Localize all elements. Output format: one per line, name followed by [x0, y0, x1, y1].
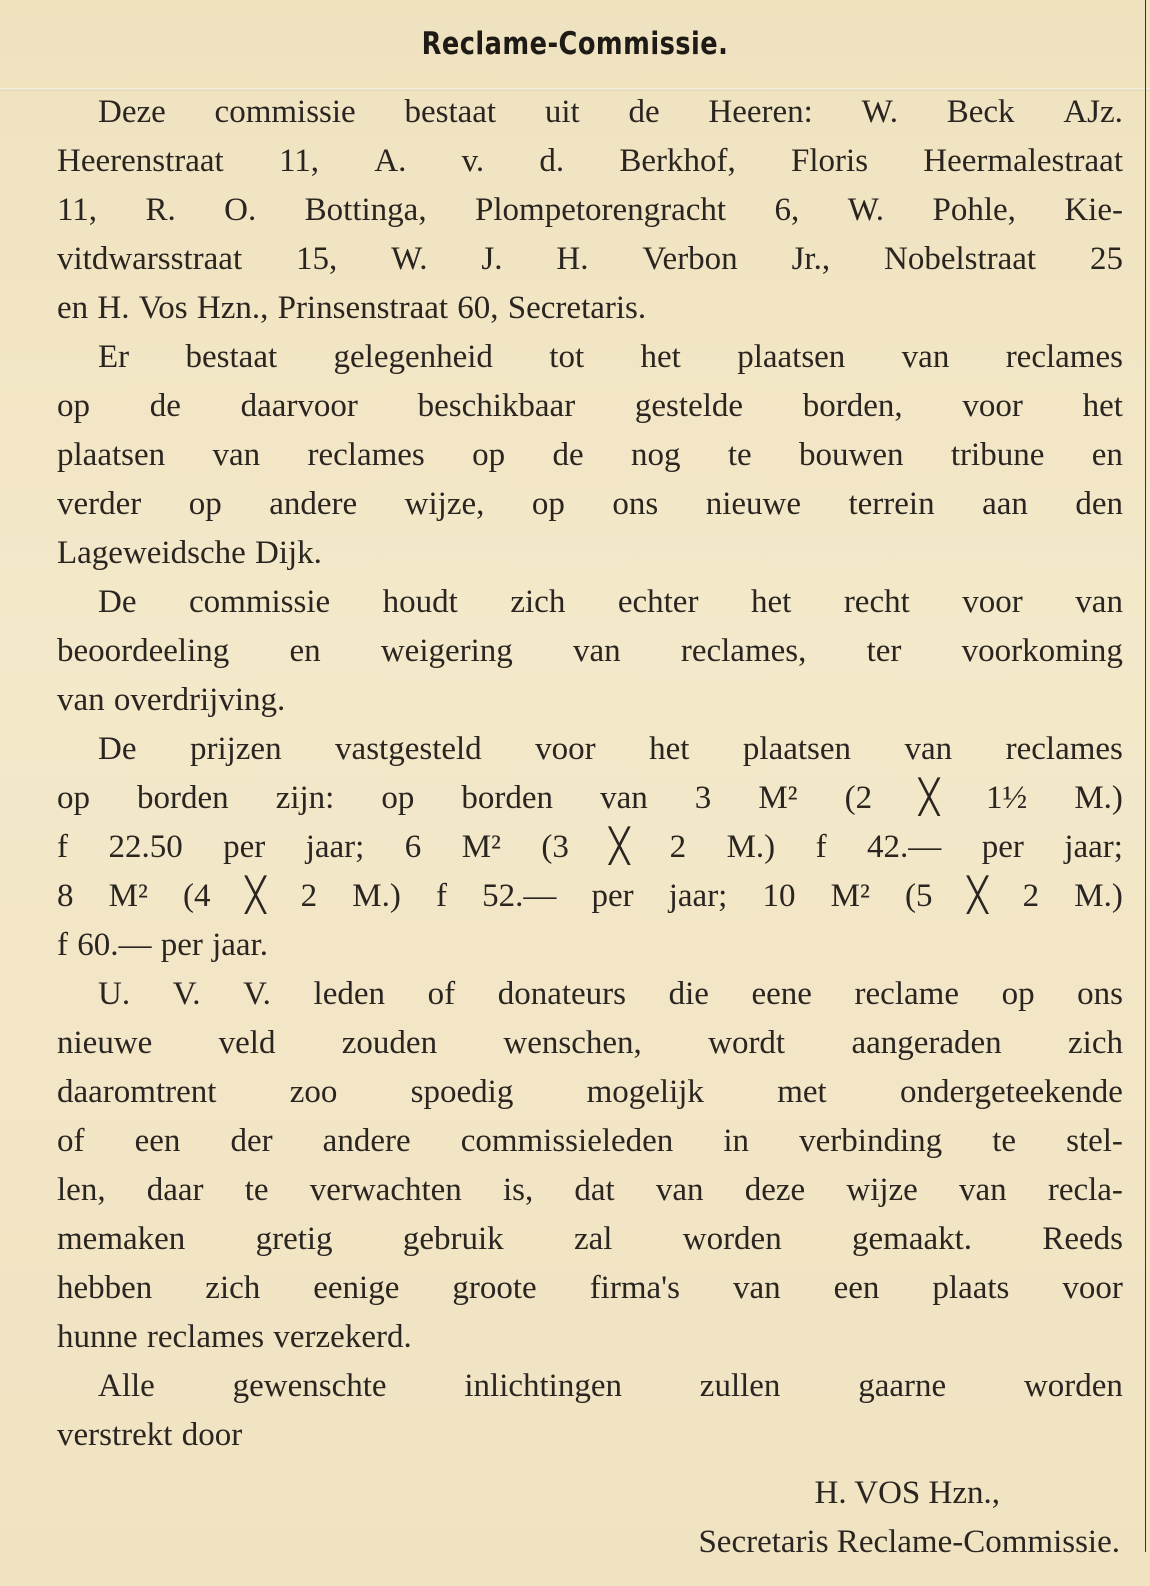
word: andere — [322, 1123, 411, 1159]
word: 2 — [1022, 878, 1040, 914]
paragraph — [57, 88, 1123, 333]
word: 11, — [278, 143, 319, 179]
word: bestaat — [185, 339, 278, 375]
word: den — [1075, 486, 1123, 522]
word: borden — [137, 780, 229, 816]
word: nieuwe — [57, 1025, 153, 1061]
word: het — [1082, 388, 1123, 424]
word: van — [901, 339, 950, 375]
word: AJz. — [1063, 94, 1123, 130]
word: voor — [535, 731, 596, 767]
word: U. — [98, 976, 131, 1012]
word: nieuwe — [705, 486, 801, 522]
word: recht — [843, 584, 910, 620]
word: de — [552, 437, 584, 473]
word: uit — [544, 94, 580, 130]
word: Bottinga, — [304, 192, 427, 228]
word: veld — [218, 1025, 276, 1061]
word: zullen — [699, 1368, 781, 1404]
word: commissie — [189, 584, 331, 620]
word: gemaakt. — [852, 1221, 973, 1257]
word: Prinsenstraat — [277, 290, 449, 326]
word: O. — [224, 192, 257, 228]
word: ╳ — [609, 829, 630, 865]
word: eene — [751, 976, 812, 1012]
word: jaar. — [212, 927, 268, 963]
word: op — [57, 780, 90, 816]
word: gebruik — [402, 1221, 504, 1257]
word: 2 — [300, 878, 318, 914]
word: reclames, — [680, 633, 807, 669]
text-line — [57, 235, 1123, 284]
word: Vos — [138, 290, 188, 326]
word: groote — [452, 1270, 537, 1306]
word: plaatsen — [742, 731, 852, 767]
word: plaatsen — [57, 437, 166, 473]
word: Lageweidsche — [57, 535, 246, 571]
word: echter — [617, 584, 699, 620]
word: M.) — [1074, 878, 1123, 914]
word: reclame — [854, 976, 959, 1012]
word: per — [223, 829, 266, 865]
word: voor — [962, 388, 1023, 424]
word: ondergeteekende — [899, 1074, 1123, 1110]
text-line — [57, 1215, 1123, 1264]
word: jaar; — [1064, 829, 1123, 865]
text-line — [57, 186, 1123, 235]
word: gelegenheid — [333, 339, 493, 375]
word: zouden — [341, 1025, 438, 1061]
word: voor — [1062, 1270, 1123, 1306]
word: het — [640, 339, 681, 375]
word: d. — [539, 143, 565, 179]
word: 1½ — [986, 780, 1028, 816]
word: (4 — [183, 878, 211, 914]
word: Hzn., — [196, 290, 269, 326]
word: of — [57, 1123, 85, 1159]
word: voor — [962, 584, 1023, 620]
column-rule — [1145, 0, 1146, 1552]
word: vastgesteld — [335, 731, 482, 767]
text-line — [57, 284, 1123, 333]
word: Pohle, — [932, 192, 1016, 228]
word: hebben — [57, 1270, 153, 1306]
word: van — [57, 682, 105, 718]
text-line — [57, 774, 1123, 823]
word: aan — [982, 486, 1028, 522]
word: v. — [461, 143, 485, 179]
word: De — [98, 731, 137, 767]
word: zich — [510, 584, 566, 620]
word: van — [1075, 584, 1123, 620]
text-line — [57, 823, 1123, 872]
word: per — [981, 829, 1024, 865]
word: Er — [98, 339, 130, 375]
word: len, — [57, 1172, 106, 1208]
word: f — [815, 829, 827, 865]
word: zal — [573, 1221, 613, 1257]
word: worden — [682, 1221, 782, 1257]
word: verstrekt — [57, 1417, 173, 1453]
word: deze — [744, 1172, 806, 1208]
word: het — [649, 731, 690, 767]
word: borden, — [802, 388, 903, 424]
word: reclames — [146, 1319, 265, 1355]
text-line — [57, 480, 1123, 529]
word: het — [750, 584, 792, 620]
word: en — [57, 290, 89, 326]
text-line — [57, 431, 1123, 480]
word: 25 — [1089, 241, 1123, 277]
word: 42.— — [867, 829, 942, 865]
word: 52.— — [482, 878, 557, 914]
word: te — [727, 437, 752, 473]
text-line — [57, 1166, 1123, 1215]
word: te — [992, 1123, 1017, 1159]
word: Dijk. — [254, 535, 322, 571]
word: (5 — [904, 878, 933, 914]
word: J. — [481, 241, 503, 277]
paragraph — [57, 970, 1123, 1362]
signature-name: H. VOS Hzn., — [814, 1475, 1000, 1511]
word: per — [160, 927, 203, 963]
word: Nobelstraat — [883, 241, 1037, 277]
word: Heeren: — [708, 94, 813, 130]
word: nog — [631, 437, 681, 473]
word: memaken — [57, 1221, 186, 1257]
word: van — [655, 1172, 704, 1208]
word: en — [289, 633, 321, 669]
word: reclames — [1005, 731, 1123, 767]
word: daaromtrent — [57, 1074, 217, 1110]
word: plaatsen — [737, 339, 846, 375]
word: ╳ — [967, 878, 988, 914]
text-line — [57, 676, 1123, 725]
word: 8 — [57, 878, 74, 914]
article-title: Reclame-Commissie. — [421, 26, 729, 62]
word: wordt — [708, 1025, 786, 1061]
word: f — [57, 829, 68, 865]
word: een — [134, 1123, 181, 1159]
word: van — [904, 731, 953, 767]
word: te — [244, 1172, 269, 1208]
word: Heerenstraat — [57, 143, 224, 179]
word: andere — [269, 486, 358, 522]
word: Secretaris. — [507, 290, 647, 326]
word: verwachten — [309, 1172, 462, 1208]
word: Reeds — [1042, 1221, 1123, 1257]
word: mogelijk — [586, 1074, 704, 1110]
word: Jr., — [791, 241, 831, 277]
word: ons — [612, 486, 659, 522]
word: in — [723, 1123, 750, 1159]
word: voorkoming — [961, 633, 1123, 669]
word: H. — [97, 290, 130, 326]
word: borden — [461, 780, 554, 816]
word: bouwen — [799, 437, 904, 473]
word: bestaat — [404, 94, 497, 130]
word: f — [57, 927, 68, 963]
word: der — [230, 1123, 273, 1159]
word: V. — [243, 976, 271, 1012]
word: tribune — [950, 437, 1045, 473]
word: op — [1001, 976, 1035, 1012]
word: zich — [205, 1270, 261, 1306]
word: van — [212, 437, 261, 473]
word: dat — [574, 1172, 615, 1208]
word: daar — [146, 1172, 204, 1208]
word: W. — [861, 94, 898, 130]
text-line — [57, 529, 1123, 578]
word: 60.— — [77, 927, 152, 963]
word: is, — [502, 1172, 534, 1208]
word: M² — [461, 829, 501, 865]
text-line — [57, 137, 1123, 186]
word: de — [628, 94, 660, 130]
word: op — [57, 388, 90, 424]
word: ╳ — [919, 780, 939, 816]
word: M² — [830, 878, 870, 914]
word: zijn: — [275, 780, 335, 816]
word: firma's — [589, 1270, 680, 1306]
text-line — [57, 1068, 1123, 1117]
word: worden — [1023, 1368, 1123, 1404]
text-line — [57, 1117, 1123, 1166]
word: Verbon — [642, 241, 738, 277]
word: ons — [1077, 976, 1123, 1012]
word: eenige — [313, 1270, 400, 1306]
word: M.) — [1074, 780, 1123, 816]
word: 6 — [404, 829, 422, 865]
word: jaar; — [668, 878, 728, 914]
word: reclames — [1005, 339, 1123, 375]
word: zoo — [289, 1074, 338, 1110]
word: 15, — [296, 241, 338, 277]
word: gewenschte — [232, 1368, 387, 1404]
word: van — [732, 1270, 781, 1306]
word: 11, — [57, 192, 98, 228]
word: met — [777, 1074, 827, 1110]
word: donateurs — [497, 976, 626, 1012]
word: gretig — [255, 1221, 333, 1257]
text-line — [57, 382, 1123, 431]
word: op — [381, 780, 415, 816]
word: 3 — [694, 780, 712, 816]
text-line — [57, 578, 1123, 627]
word: spoedig — [410, 1074, 514, 1110]
word: en — [1091, 437, 1123, 473]
word: op — [188, 486, 222, 522]
word: wenschen, — [503, 1025, 642, 1061]
word: per — [591, 878, 634, 914]
word: wijze, — [404, 486, 485, 522]
word: M.) — [352, 878, 401, 914]
word: 22.50 — [108, 829, 183, 865]
word: 2 — [669, 829, 687, 865]
text-line — [57, 1019, 1123, 1068]
text-line — [57, 872, 1123, 921]
word: inlichtingen — [464, 1368, 622, 1404]
word: overdrijving. — [113, 682, 286, 718]
text-line — [57, 333, 1123, 382]
word: (3 — [541, 829, 569, 865]
word: van — [600, 780, 648, 816]
word: recla- — [1047, 1172, 1123, 1208]
word: door — [181, 1417, 243, 1453]
word: gestelde — [634, 388, 744, 424]
word: beoordeeling — [57, 633, 230, 669]
text-line — [57, 921, 1123, 970]
word: Beck — [946, 94, 1015, 130]
text-line — [57, 1362, 1123, 1411]
word: W. — [391, 241, 428, 277]
word: hunne — [57, 1319, 138, 1355]
word: W. — [847, 192, 885, 228]
word: leden — [313, 976, 385, 1012]
paragraph — [57, 333, 1123, 578]
paragraph — [57, 725, 1123, 970]
word: De — [98, 584, 137, 620]
word: commissieleden — [460, 1123, 674, 1159]
word: Kie- — [1064, 192, 1123, 228]
word: beschikbaar — [417, 388, 576, 424]
text-line — [57, 88, 1123, 137]
word: (2 — [844, 780, 873, 816]
word: prijzen — [189, 731, 282, 767]
word: Plompetorengracht — [475, 192, 727, 228]
word: daarvoor — [240, 388, 358, 424]
word: f — [435, 878, 447, 914]
word: H. — [556, 241, 589, 277]
word: op — [531, 486, 565, 522]
word: M² — [108, 878, 148, 914]
word: Deze — [98, 94, 166, 130]
signature-role: Secretaris Reclame-Commissie. — [698, 1524, 1120, 1560]
word: vitdwarsstraat — [57, 241, 243, 277]
article-body — [57, 88, 1123, 1460]
word: verder — [57, 486, 142, 522]
text-line — [57, 1313, 1123, 1362]
word: Alle — [98, 1368, 155, 1404]
word: gaarne — [858, 1368, 947, 1404]
text-line — [57, 1264, 1123, 1313]
word: ╳ — [245, 878, 266, 914]
word: aangeraden — [851, 1025, 1002, 1061]
word: 10 — [762, 878, 796, 914]
word: van — [959, 1172, 1007, 1208]
word: tot — [549, 339, 585, 375]
word: een — [833, 1270, 880, 1306]
text-line — [57, 970, 1123, 1019]
word: 6, — [774, 192, 800, 228]
word: commissie — [214, 94, 356, 130]
word: M.) — [726, 829, 776, 865]
word: stel- — [1066, 1123, 1123, 1159]
text-line — [57, 725, 1123, 774]
word: Floris — [791, 143, 869, 179]
paragraph — [57, 1362, 1123, 1460]
word: of — [427, 976, 456, 1012]
text-line — [57, 1411, 1123, 1460]
word: Heermalestraat — [923, 143, 1123, 179]
word: A. — [374, 143, 407, 179]
word: plaats — [932, 1270, 1010, 1306]
word: M² — [758, 780, 798, 816]
word: op — [472, 437, 506, 473]
word: de — [149, 388, 181, 424]
word: die — [668, 976, 709, 1012]
word: ter — [866, 633, 902, 669]
word: Berkhof, — [619, 143, 736, 179]
paragraph — [57, 578, 1123, 725]
word: R. — [145, 192, 176, 228]
word: terrein — [848, 486, 935, 522]
text-line — [57, 627, 1123, 676]
word: reclames — [307, 437, 425, 473]
word: weigering — [380, 633, 513, 669]
word: houdt — [382, 584, 458, 620]
word: jaar; — [305, 829, 365, 865]
word: 60, — [457, 290, 499, 326]
word: V. — [172, 976, 201, 1012]
word: verzekerd. — [273, 1319, 412, 1355]
word: zich — [1068, 1025, 1123, 1061]
word: van — [573, 633, 621, 669]
word: verbinding — [799, 1123, 943, 1159]
word: wijze — [846, 1172, 918, 1208]
